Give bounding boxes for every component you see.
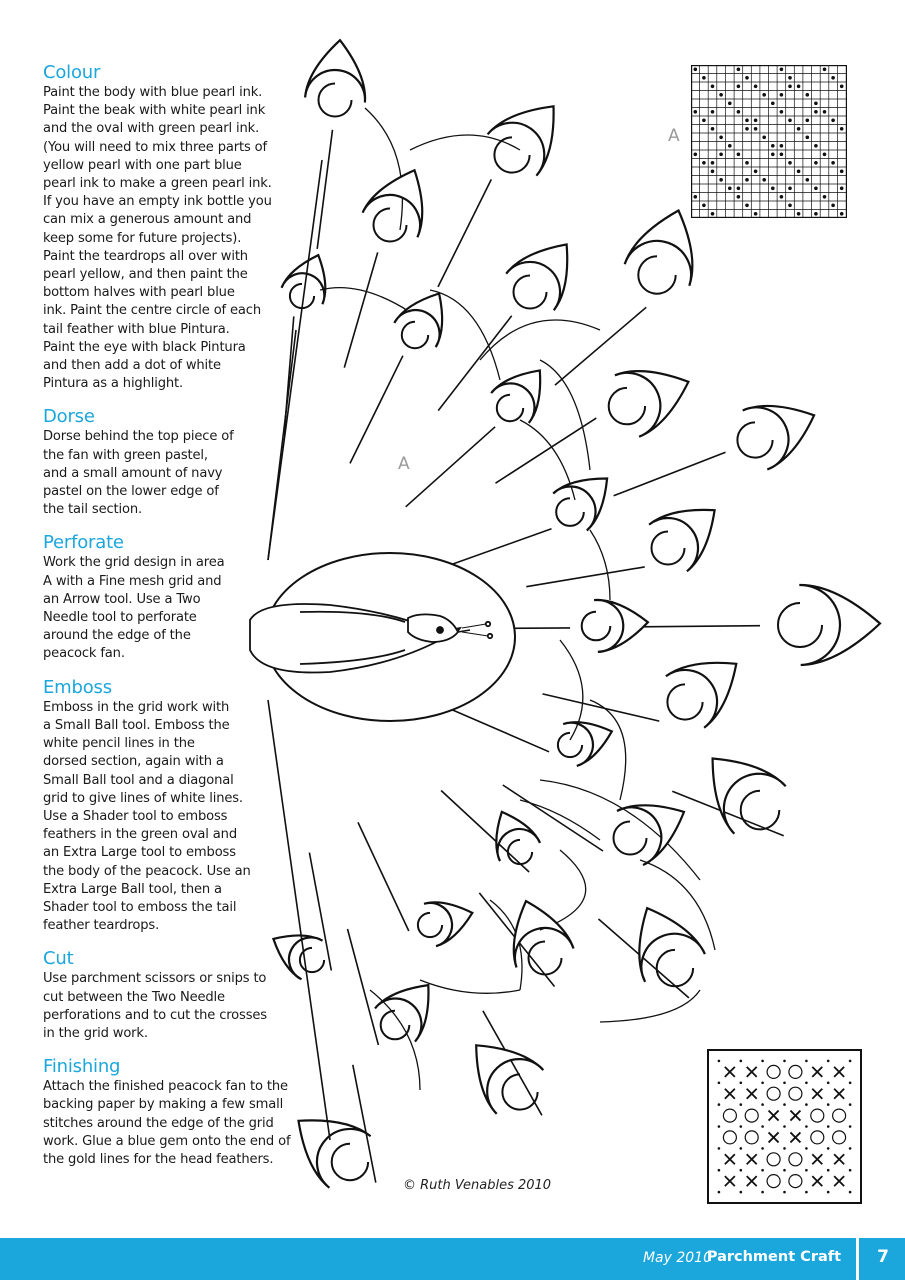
- grid-dot: [745, 178, 749, 182]
- grid-dot: [728, 102, 732, 106]
- grid-dot: [771, 187, 775, 191]
- grid-dot: [827, 1060, 830, 1063]
- grid-dot: [814, 144, 818, 148]
- section-heading: Cut: [43, 948, 74, 970]
- grid-dot: [728, 144, 732, 148]
- feather-eye: [556, 498, 584, 526]
- feather-stem: [503, 785, 603, 851]
- grid-dot: [788, 119, 792, 123]
- feather-eye: [319, 84, 352, 117]
- section-heading: Emboss: [43, 676, 112, 698]
- feather-stem: [441, 791, 529, 873]
- grid-dot: [740, 1125, 743, 1128]
- grid-dot: [823, 110, 827, 114]
- grid-dot: [762, 136, 766, 140]
- grid-dot: [806, 178, 810, 182]
- grid-work-diagram-b: [707, 1049, 862, 1204]
- grid-dot: [718, 1060, 721, 1063]
- grid-dot: [761, 1125, 764, 1128]
- grid-dot: [754, 127, 758, 131]
- grid-dot: [740, 1169, 743, 1172]
- feather-stem: [358, 822, 409, 931]
- grid-dot: [805, 1191, 808, 1194]
- grid-dot: [754, 170, 758, 174]
- feather-stem: [640, 626, 760, 627]
- grid-dot: [840, 85, 844, 89]
- feather-eye: [582, 612, 611, 641]
- grid-dot: [797, 127, 801, 131]
- section-body: Work the grid design in area A with a Fine mesh grid and an Arrow tool. Use a Two Needle tool to perforate around the edge of the peacock fan.: [43, 555, 225, 662]
- grid-dot: [694, 110, 698, 114]
- feather-teardrop: [615, 371, 689, 437]
- grid-dot: [831, 76, 835, 80]
- grid-dot: [788, 161, 792, 165]
- feather-teardrop: [625, 211, 693, 286]
- feather-stem: [439, 529, 552, 569]
- grid-dot: [814, 187, 818, 191]
- grid-dot: [737, 187, 741, 191]
- grid-dot: [849, 1125, 852, 1128]
- grid-dot: [788, 85, 792, 89]
- grid-dot: [780, 153, 784, 157]
- grid-dot: [840, 127, 844, 131]
- grid-dot: [849, 1147, 852, 1150]
- grid-dot: [719, 93, 723, 97]
- grid-dot: [780, 110, 784, 114]
- grid-dot: [745, 204, 749, 208]
- grid-dot: [788, 76, 792, 80]
- feather-eye: [529, 942, 562, 975]
- grid-dot: [694, 153, 698, 157]
- grid-dot: [823, 153, 827, 157]
- feather-eye: [418, 913, 442, 937]
- feather-eye: [657, 950, 693, 986]
- feather-stem: [438, 316, 512, 411]
- grid-dot: [797, 212, 801, 216]
- grid-dot: [737, 68, 741, 72]
- grid-dot: [694, 195, 698, 199]
- grid-dot: [762, 178, 766, 182]
- feather-stem: [309, 853, 331, 971]
- feather-stem: [614, 452, 726, 496]
- grid-dot: [762, 93, 766, 97]
- feather-teardrop: [799, 585, 880, 665]
- copyright-text: © Ruth Venables 2010: [403, 1178, 552, 1193]
- grid-dot: [737, 195, 741, 199]
- section-body: Paint the body with blue pearl ink. Paint the beak with white pearl ink and the oval with green pearl ink. (You will need to mix three parts of yellow pearl with one part blue pearl ink to make a green pearl ink. If you have an empty ink bottle you can mix a generous amount and keep some for future projects). Paint the teardrops all over with pearl yellow, and then paint the bottom halves with pearl blue ink. Paint the centre circle of each tail feather with blue Pintura. Paint the eye with black Pintura and then add a dot of white Pintura as a highlight.: [43, 85, 272, 392]
- feather-eye: [558, 733, 582, 757]
- grid-dot: [718, 1082, 721, 1085]
- grid-dot: [849, 1082, 852, 1085]
- feather-eye: [652, 532, 685, 565]
- feather-eye: [514, 276, 547, 309]
- grid-dot: [740, 1060, 743, 1063]
- grid-dot: [740, 1191, 743, 1194]
- grid-dot: [761, 1147, 764, 1150]
- grid-dot: [814, 102, 818, 106]
- grid-dot: [761, 1082, 764, 1085]
- section-body: Emboss in the grid work with a Small Ball tool. Emboss the white pencil lines in the dorsed section, again with a Small Ball tool and a diagonal grid to give lines of white lines. Use a Shader tool to emboss feathers in the green oval and an Extra Large tool to emboss the body of the peacock. Use an Extra Large Ball tool, then a Shader tool to emboss the tail feather teardrops.: [43, 699, 251, 934]
- feather-stem: [317, 130, 332, 249]
- feather-stem: [438, 179, 491, 287]
- feather-teardrop: [563, 722, 612, 766]
- grid-dot: [806, 119, 810, 123]
- feather-stem: [348, 929, 379, 1045]
- feather-teardrop: [514, 901, 574, 967]
- grid-dot: [702, 204, 706, 208]
- grid-dot: [788, 187, 792, 191]
- grid-dot: [827, 1147, 830, 1150]
- grid-dot: [711, 85, 715, 89]
- feather-stem: [543, 694, 660, 721]
- feather-eye: [402, 322, 428, 348]
- feather-stem: [526, 567, 644, 587]
- grid-dot: [827, 1082, 830, 1085]
- page-number: 7: [877, 1247, 889, 1267]
- feather-teardrop: [496, 812, 540, 861]
- grid-dot: [740, 1082, 743, 1085]
- fan-scallop: [590, 530, 610, 600]
- grid-dot: [823, 68, 827, 72]
- grid-dot: [780, 93, 784, 97]
- feather-stem: [406, 427, 495, 507]
- grid-dot: [737, 85, 741, 89]
- feather-eye: [638, 256, 675, 293]
- grid-dot: [849, 1060, 852, 1063]
- grid-dot: [827, 1191, 830, 1194]
- feather-stem: [439, 704, 549, 752]
- feather-teardrop: [639, 908, 705, 982]
- grid-dot: [849, 1169, 852, 1172]
- grid-dot: [719, 136, 723, 140]
- grid-dot: [783, 1060, 786, 1063]
- grid-dot: [754, 212, 758, 216]
- grid-dot: [797, 170, 801, 174]
- grid-dot: [840, 187, 844, 191]
- grid-dot: [805, 1169, 808, 1172]
- grid-dot: [827, 1169, 830, 1172]
- fan-scallop: [410, 135, 520, 150]
- grid-dot: [745, 119, 749, 123]
- grid-dot: [718, 1125, 721, 1128]
- grid-dot: [805, 1125, 808, 1128]
- fan-scallop: [520, 420, 575, 500]
- grid-a-label: A: [668, 126, 680, 146]
- grid-dot: [745, 127, 749, 131]
- page-divider: [856, 1238, 859, 1280]
- feather-eye: [614, 822, 647, 855]
- grid-dot: [771, 102, 775, 106]
- grid-dot: [840, 170, 844, 174]
- grid-dot: [761, 1169, 764, 1172]
- feather-eye: [332, 1144, 368, 1180]
- grid-dot: [814, 212, 818, 216]
- grid-dot: [814, 161, 818, 165]
- grid-dot: [737, 110, 741, 114]
- grid-dot: [805, 1147, 808, 1150]
- grid-dot: [711, 161, 715, 165]
- grid-dot: [761, 1191, 764, 1194]
- section-body: Attach the finished peacock fan to the backing paper by making a few small stitches around the edge of the grid work. Glue a blue gem onto the end of the gold lines for the head feathers.: [43, 1079, 291, 1167]
- grid-work-diagram-a: [691, 65, 847, 218]
- feather-teardrop: [424, 902, 472, 946]
- feather-eye: [494, 137, 529, 172]
- grid-dot: [719, 153, 723, 157]
- feather-stem: [496, 418, 597, 483]
- grid-dot: [806, 93, 810, 97]
- feather-stem: [350, 356, 403, 464]
- feather-eye: [667, 684, 702, 719]
- grid-dot: [783, 1082, 786, 1085]
- grid-dot: [780, 68, 784, 72]
- section-body: Dorse behind the top piece of the fan with green pastel, and a small amount of navy pastel on the lower edge of the tail section.: [43, 429, 234, 518]
- feather-eye: [778, 603, 822, 647]
- grid-dot: [771, 153, 775, 157]
- section-body: Use parchment scissors or snips to cut between the Two Needle perforations and to cut the crosses in the grid work.: [43, 971, 267, 1041]
- grid-dot: [745, 76, 749, 80]
- grid-dot: [761, 1060, 764, 1063]
- grid-dot: [780, 195, 784, 199]
- section-heading: Colour: [43, 62, 101, 83]
- grid-dot: [783, 1103, 786, 1106]
- feather-stem: [353, 1065, 376, 1183]
- grid-dot: [711, 212, 715, 216]
- feather-teardrop: [363, 170, 423, 237]
- grid-dot: [728, 187, 732, 191]
- grid-dot: [711, 110, 715, 114]
- grid-dot: [718, 1169, 721, 1172]
- grid-dot: [702, 161, 706, 165]
- grid-dot: [745, 161, 749, 165]
- feather-teardrop: [743, 406, 814, 470]
- grid-dot: [805, 1082, 808, 1085]
- grid-dot: [840, 212, 844, 216]
- feather-stem: [344, 252, 377, 367]
- grid-dot: [783, 1125, 786, 1128]
- grid-dot: [805, 1103, 808, 1106]
- grid-dot: [823, 195, 827, 199]
- grid-dot: [719, 178, 723, 182]
- grid-dot: [711, 170, 715, 174]
- fan-scallop: [365, 108, 402, 230]
- grid-dot: [702, 76, 706, 80]
- grid-dot: [806, 136, 810, 140]
- feather-teardrop: [594, 600, 648, 652]
- magazine-title: Parchment Craft: [706, 1249, 841, 1265]
- grid-dot: [831, 119, 835, 123]
- grid-dot: [805, 1060, 808, 1063]
- grid-dot: [780, 144, 784, 148]
- grid-dot: [814, 110, 818, 114]
- grid-dot: [718, 1147, 721, 1150]
- section-heading: Perforate: [43, 532, 124, 554]
- grid-dot: [754, 119, 758, 123]
- fan-scallop: [320, 288, 410, 312]
- area-a-label: A: [398, 454, 410, 474]
- grid-dot: [797, 85, 801, 89]
- grid-dot: [783, 1169, 786, 1172]
- grid-dot: [718, 1191, 721, 1194]
- grid-dot: [849, 1191, 852, 1194]
- grid-dot: [740, 1103, 743, 1106]
- grid-dot: [718, 1103, 721, 1106]
- grid-dot: [754, 85, 758, 89]
- feather-teardrop: [305, 40, 365, 102]
- section-heading: Finishing: [43, 1056, 121, 1078]
- grid-dot: [771, 144, 775, 148]
- grid-dot: [788, 204, 792, 208]
- grid-dot: [827, 1103, 830, 1106]
- feather-eye: [609, 388, 645, 424]
- feather-teardrop: [617, 805, 684, 865]
- grid-dot: [783, 1147, 786, 1150]
- feather-eye: [741, 791, 780, 830]
- grid-dot: [831, 161, 835, 165]
- grid-dot: [740, 1147, 743, 1150]
- grid-dot: [711, 127, 715, 131]
- fan-scallop: [480, 320, 600, 360]
- grid-dot: [694, 68, 698, 72]
- grid-dot: [831, 204, 835, 208]
- section-heading: Dorse: [43, 406, 95, 428]
- issue-date: May 2010: [642, 1250, 712, 1266]
- grid-dot: [737, 153, 741, 157]
- grid-dot: [827, 1125, 830, 1128]
- feather-eye: [508, 840, 532, 864]
- grid-dot: [783, 1191, 786, 1194]
- page-footer: [0, 1238, 905, 1280]
- feather-eye: [497, 395, 523, 421]
- feather-eye: [502, 1074, 537, 1109]
- grid-dot: [702, 119, 706, 123]
- fan-scallop: [420, 980, 520, 993]
- grid-dot: [761, 1103, 764, 1106]
- feather-eye: [737, 422, 772, 457]
- grid-dot: [849, 1103, 852, 1106]
